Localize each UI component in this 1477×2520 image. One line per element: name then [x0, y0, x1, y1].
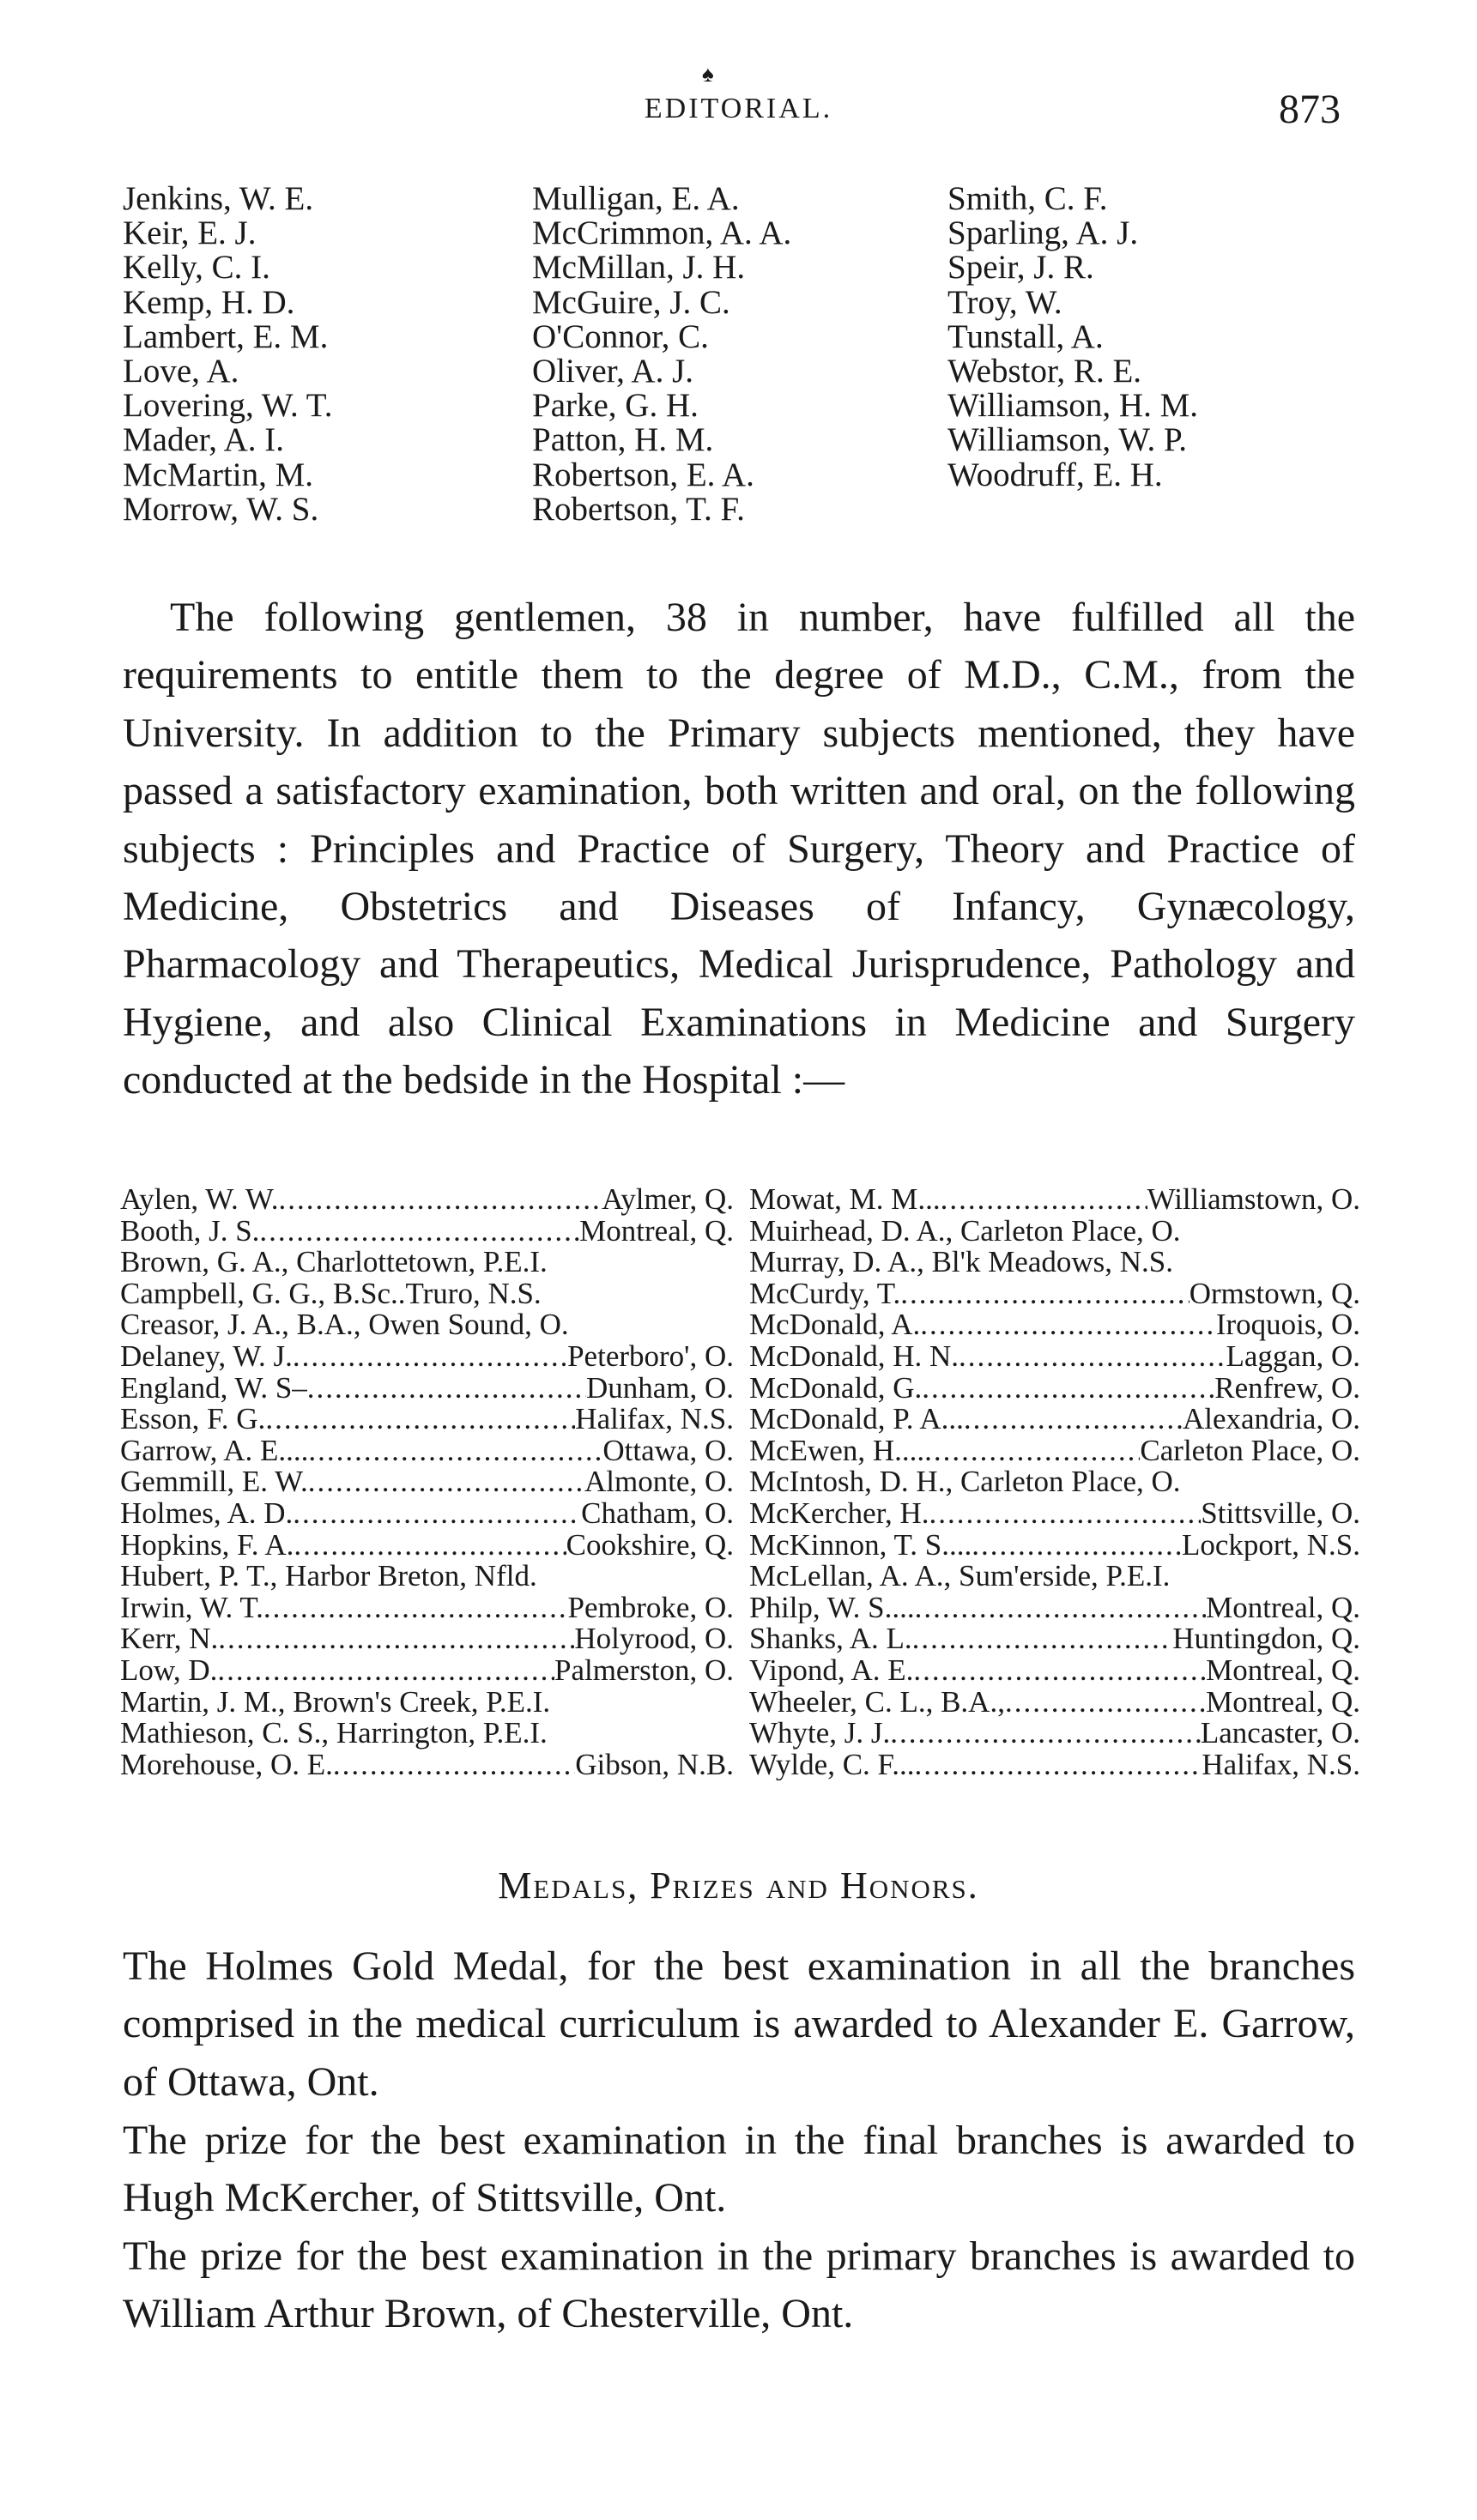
graduate-row: [749, 1561, 1360, 1592]
graduate-place: Cookshire, Q.: [566, 1529, 734, 1562]
graduate-row: [749, 1655, 1360, 1687]
name-entry: Robertson, T. F.: [532, 490, 745, 528]
graduate-place: Halifax, N.S.: [575, 1404, 734, 1435]
leader-dots: [1005, 1687, 1206, 1719]
leader-dots: [308, 1435, 602, 1467]
prize-paragraph-2: The prize for the best examination in the final branches is awarded to Hugh McKercher, of Stittsville, Ont.: [123, 2118, 1355, 2221]
name-entry: McMillan, J. H.: [532, 249, 746, 287]
name-entry: Mader, A. I.: [123, 421, 284, 459]
graduate-place: Palmerston, O.: [554, 1654, 734, 1687]
name-entry: Kemp, H. D.: [123, 283, 295, 321]
graduate-row: [120, 1184, 734, 1216]
leader-dots: [920, 1309, 1216, 1341]
graduate-name: Wheeler, C. L., B.A.,: [749, 1686, 1005, 1719]
graduate-place: Almonte, O.: [584, 1466, 734, 1498]
graduate-place: Montreal, Q.: [1206, 1686, 1360, 1719]
name-column-2: [532, 182, 791, 527]
name-entry: Webstor, R. E.: [947, 353, 1142, 390]
graduate-place: Lancaster, O.: [1200, 1718, 1360, 1749]
leader-dots: [293, 1498, 581, 1530]
graduate-place: Peterboro', O.: [567, 1340, 734, 1373]
graduate-row: [120, 1623, 734, 1655]
graduate-name: Shanks, A. L.: [749, 1623, 912, 1655]
name-entry: Kelly, C. I.: [123, 249, 270, 287]
graduate-row: [749, 1309, 1360, 1341]
leader-dots: [900, 1278, 1189, 1310]
graduate-name: Creasor, J. A., B.A., Owen Sound, O.: [120, 1309, 569, 1341]
graduate-row: [120, 1373, 734, 1405]
leader-dots: [278, 1184, 602, 1216]
name-entry: Jenkins, W. E.: [123, 180, 314, 217]
leader-dots: [924, 1435, 1140, 1467]
graduate-place: Holyrood, O.: [574, 1623, 734, 1655]
graduate-name: Gemmill, E. W.: [120, 1466, 308, 1498]
graduate-name: McKercher, H.: [749, 1497, 929, 1530]
running-title: EDITORIAL.: [644, 93, 833, 124]
leader-dots: [941, 1184, 1147, 1216]
graduate-place: Williamstown, O.: [1147, 1184, 1360, 1216]
graduate-name: Holmes, A. D.: [120, 1497, 294, 1530]
leader-dots: [972, 1530, 1182, 1562]
graduate-place: Huntingdon, Q.: [1172, 1623, 1360, 1655]
graduate-name: Aylen, W. W.: [120, 1184, 279, 1216]
name-entry: McMartin, M.: [123, 456, 314, 493]
graduate-row: [120, 1466, 734, 1498]
graduate-row: [120, 1530, 734, 1562]
graduate-name: Whyte, J. J.: [749, 1718, 891, 1749]
graduate-row: [120, 1341, 734, 1373]
graduate-row: [749, 1373, 1360, 1405]
graduate-name: McEwen, H....: [749, 1435, 925, 1467]
graduate-row: [120, 1247, 734, 1278]
name-entry: Lambert, E. M.: [123, 317, 329, 355]
graduate-place: Alexandria, O.: [1182, 1404, 1360, 1435]
name-column-3: [947, 182, 1198, 493]
graduate-row: [749, 1404, 1360, 1435]
graduate-row: [120, 1498, 734, 1530]
graduate-name: McCurdy, T.: [749, 1278, 901, 1310]
graduate-place: Aylmer, Q.: [602, 1184, 734, 1216]
graduate-name: McDonald, H. N.: [749, 1340, 959, 1373]
name-entry: Robertson, E. A.: [532, 456, 754, 493]
graduate-name: Mowat, M. M...: [749, 1184, 941, 1216]
leader-dots: [308, 1466, 584, 1498]
graduate-row: [120, 1404, 734, 1435]
prize-paragraph-3: The prize for the best examination in the primary branches is awarded to William Arthur Brown, of Chesterville, Ont.: [123, 2233, 1355, 2337]
printer-mark: ♠: [702, 62, 714, 87]
leader-dots: [964, 1404, 1183, 1435]
graduate-name: Mathieson, C. S., Harrington, P.E.I.: [120, 1718, 548, 1749]
graduate-row: [749, 1278, 1360, 1310]
graduate-place: Renfrew, O.: [1214, 1372, 1360, 1405]
name-entry: Lovering, W. T.: [123, 387, 333, 425]
leader-dots: [307, 1373, 586, 1405]
graduate-row: [749, 1435, 1360, 1467]
graduate-row: [749, 1216, 1360, 1248]
leader-dots: [294, 1530, 566, 1562]
graduate-place: Montreal, Q.: [1206, 1592, 1360, 1624]
degree-paragraph: The following gentlemen, 38 in number, have fulfilled all the requirements to entitle them to the degree of M.D., C.M., from the University. In addition to the Primary subjects mentioned, they have passed a satisfactory examination, both written and oral, on the following subjects : Principles and Practice of Surgery, Theory and Practice of Medicine, Obstetrics and Diseases of Infancy, Gynæcology, Pharmacology and Therapeutics, Medical Jurisprudence, Pathology and Hygiene, and also Clinical Examinations in Medicine and Surgery conducted at the bedside in the Hospital :—: [123, 595, 1355, 1103]
graduate-place: Carleton Place, O.: [1140, 1435, 1360, 1467]
leader-dots: [922, 1373, 1214, 1405]
name-entry: Patton, H. M.: [532, 421, 714, 459]
graduate-row: [749, 1592, 1360, 1624]
graduate-place: Iroquois, O.: [1215, 1309, 1360, 1341]
graduate-row: [749, 1498, 1360, 1530]
graduate-row: [749, 1247, 1360, 1278]
graduate-place: Ottawa, O.: [602, 1435, 734, 1467]
leader-dots: [218, 1623, 574, 1655]
graduate-place: Lockport, N.S.: [1181, 1529, 1360, 1562]
leader-dots: [333, 1749, 575, 1781]
graduate-name: Morehouse, O. E.: [120, 1749, 333, 1781]
leader-dots: [217, 1655, 554, 1687]
graduate-name: Wylde, C. F...: [749, 1749, 915, 1781]
graduate-name: McDonald, A.: [749, 1309, 921, 1341]
graduate-name: Irwin, W. T.: [120, 1592, 263, 1624]
graduate-place: Stittsville, O.: [1201, 1497, 1360, 1530]
graduate-name: Muirhead, D. A., Carleton Place, O.: [749, 1215, 1181, 1248]
graduate-name: McIntosh, D. H., Carleton Place, O.: [749, 1466, 1181, 1498]
leader-dots: [912, 1623, 1173, 1655]
graduate-name: Martin, J. M., Brown's Creek, P.E.I.: [120, 1686, 551, 1719]
leader-dots: [259, 1216, 579, 1248]
graduate-name: McDonald, P. A...: [749, 1404, 964, 1435]
name-entry: Tunstall, A.: [947, 317, 1104, 355]
graduate-name: Delaney, W. J.: [120, 1340, 293, 1373]
graduate-row: [120, 1278, 734, 1310]
graduate-place: Dunham, O.: [585, 1372, 734, 1405]
graduate-name: Philp, W. S....: [749, 1592, 915, 1624]
name-entry: Love, A.: [123, 353, 239, 390]
graduate-name: Hopkins, F. A.: [120, 1529, 294, 1562]
graduate-name: Garrow, A. E....: [120, 1435, 309, 1467]
name-entry: Williamson, W. P.: [947, 421, 1188, 459]
leader-dots: [913, 1655, 1206, 1687]
graduate-row: [749, 1687, 1360, 1719]
graduate-row: [749, 1466, 1360, 1498]
name-entry: Keir, E. J.: [123, 215, 257, 252]
medals-heading: Medals, Prizes and Honors.: [498, 1864, 979, 1907]
graduate-row: [749, 1341, 1360, 1373]
name-entry: McGuire, J. C.: [532, 283, 730, 321]
graduate-place: Pembroke, O.: [567, 1592, 734, 1624]
graduates-column-left: [120, 1184, 734, 1780]
graduate-row: [120, 1749, 734, 1781]
name-entry: Troy, W.: [947, 283, 1062, 321]
graduate-place: Chatham, O.: [581, 1497, 734, 1530]
name-entry: Parke, G. H.: [532, 387, 699, 425]
leader-dots: [293, 1341, 567, 1373]
graduate-name: McKinnon, T. S....: [749, 1529, 972, 1562]
graduate-row: [120, 1687, 734, 1719]
graduate-name: McLellan, A. A., Sum'erside, P.E.I.: [749, 1561, 1171, 1592]
graduate-name: Campbell, G. G., B.Sc..Truro, N.S.: [120, 1278, 542, 1310]
leader-dots: [959, 1341, 1226, 1373]
graduate-place: Laggan, O.: [1226, 1340, 1360, 1373]
leader-dots: [265, 1404, 575, 1435]
leader-dots: [914, 1749, 1202, 1781]
graduate-place: Ormstown, Q.: [1189, 1278, 1360, 1310]
graduate-place: Montreal, Q.: [1206, 1654, 1360, 1687]
name-entry: Speir, J. R.: [947, 249, 1094, 287]
graduate-row: [120, 1216, 734, 1248]
graduate-row: [120, 1592, 734, 1624]
graduate-row: [749, 1623, 1360, 1655]
prize-paragraph-1: The Holmes Gold Medal, for the best examination in all the branches comprised in the medical curriculum is awarded to Alexander E. Garrow, of Ottawa, Ont.: [123, 1943, 1355, 2105]
graduate-name: Low, D.: [120, 1654, 218, 1687]
leader-dots: [263, 1592, 568, 1624]
leader-dots: [929, 1498, 1201, 1530]
graduate-row: [120, 1561, 734, 1592]
name-entry: Sparling, A. J.: [947, 215, 1139, 252]
graduate-name: Brown, G. A., Charlottetown, P.E.I.: [120, 1247, 548, 1278]
graduate-row: [749, 1530, 1360, 1562]
leader-dots: [915, 1592, 1207, 1624]
graduate-place: Montreal, Q.: [579, 1215, 734, 1248]
graduates-column-right: [749, 1184, 1360, 1780]
graduate-name: Kerr, N.: [120, 1623, 219, 1655]
graduate-name: Esson, F. G.: [120, 1404, 266, 1435]
name-column-1: [123, 182, 332, 527]
name-entry: Williamson, H. M.: [947, 387, 1199, 425]
graduate-row: [749, 1749, 1360, 1781]
graduate-name: Hubert, P. T., Harbor Breton, Nfld.: [120, 1561, 537, 1592]
graduate-row: [749, 1184, 1360, 1216]
name-entry: Woodruff, E. H.: [947, 456, 1163, 493]
graduate-place: Gibson, N.B.: [575, 1749, 734, 1781]
graduate-row: [749, 1718, 1360, 1749]
graduate-row: [120, 1309, 734, 1341]
graduate-name: England, W. S–: [120, 1372, 307, 1405]
graduate-name: Booth, J. S.: [120, 1215, 260, 1248]
graduate-name: Vipond, A. E.: [749, 1654, 914, 1687]
graduate-row: [120, 1718, 734, 1749]
name-entry: Mulligan, E. A.: [532, 180, 740, 217]
graduate-place: Halifax, N.S.: [1202, 1749, 1360, 1781]
graduate-name: McDonald, G.: [749, 1372, 923, 1405]
page-number: 873: [1279, 87, 1341, 132]
graduate-row: [120, 1435, 734, 1467]
name-entry: Oliver, A. J.: [532, 353, 694, 390]
leader-dots: [890, 1718, 1201, 1749]
graduate-name: Murray, D. A., Bl'k Meadows, N.S.: [749, 1247, 1174, 1278]
name-entry: Morrow, W. S.: [123, 490, 319, 528]
graduate-row: [120, 1655, 734, 1687]
name-entry: McCrimmon, A. A.: [532, 215, 792, 252]
name-entry: Smith, C. F.: [947, 180, 1108, 217]
name-entry: O'Connor, C.: [532, 317, 709, 355]
